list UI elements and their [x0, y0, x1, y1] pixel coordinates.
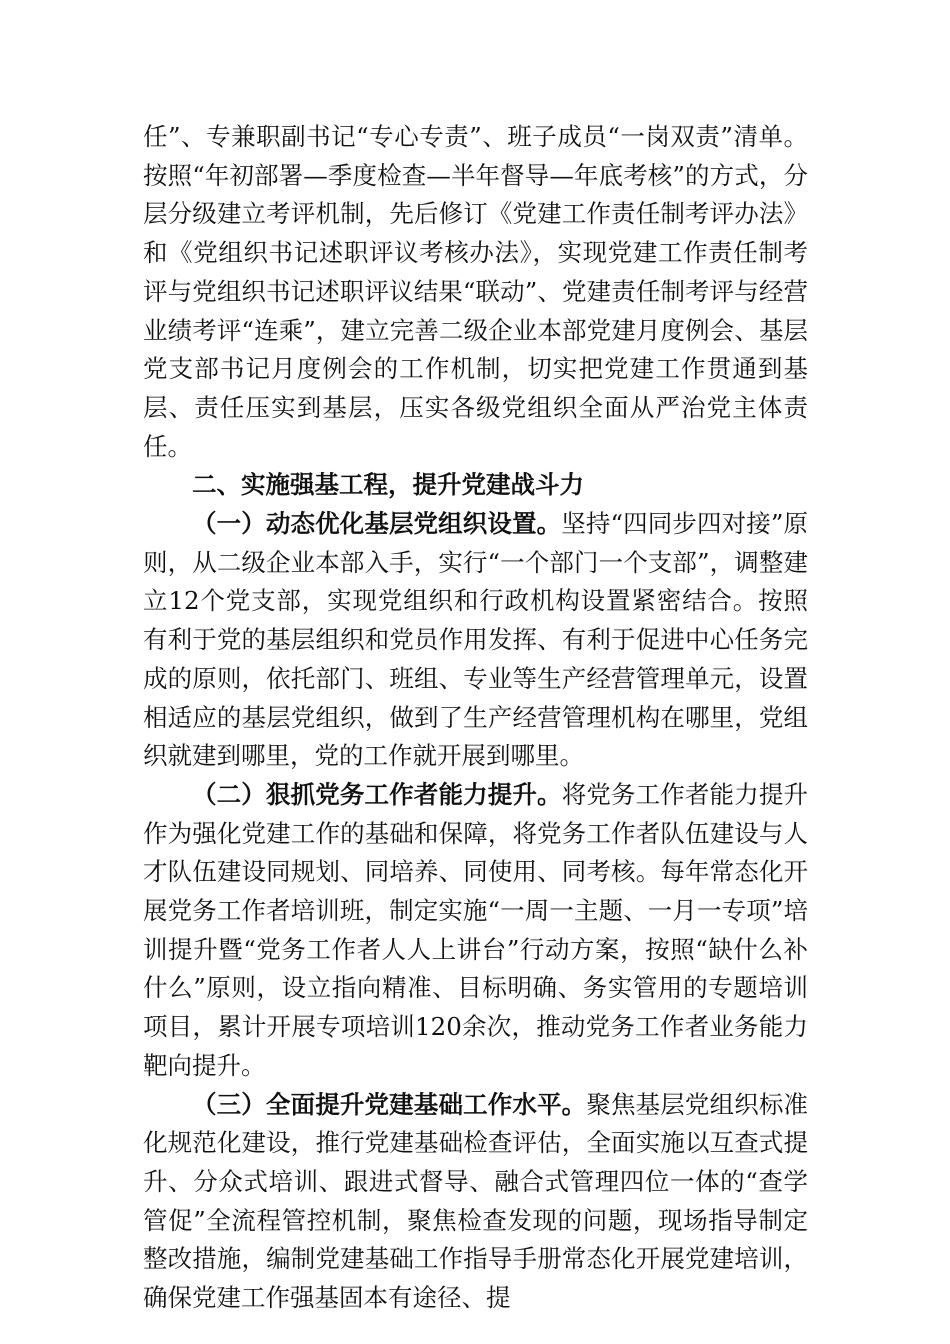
paragraph-org-setup-body: 坚持“四同步四对接”原则，从二级企业本部入手，实行“一个部门一个支部”，调整建立12个党支部，实现党组织和行政机构设置紧密结合。按照有利于党的基层组织和党员作用发挥、有利于促进中心任务完成的原则，依托部门、班组、专业等生产经营管理单元，设置相适应的基层党组织，做到了生产经营管理机构在哪里，党组织就建到哪里，党的工作就开展到哪里。 [143, 509, 808, 771]
paragraph-foundation-work-lead: （三）全面提升党建基础工作水平。 [192, 1089, 587, 1119]
paragraph-staff-capability [143, 776, 808, 1086]
paragraph-foundation-work [143, 1086, 808, 1318]
paragraph-staff-capability-lead: （二）狠抓党务工作者能力提升。 [192, 779, 562, 809]
paragraph-org-setup [143, 505, 808, 776]
paragraph-org-setup-lead: （一）动态优化基层党组织设置。 [192, 509, 562, 539]
paragraph-responsibility: 任”、专兼职副书记“专心专责”、班子成员“一岗双责”清单。按照“年初部署—季度检查—半年督导—年底考核”的方式，分层分级建立考评机制，先后修订《党建工作责任制考评办法》和《党组织书记述职评议考核办法》，实现党建工作责任制考评与党组织书记述职评议结果“联动”、党建责任制考评与经营业绩考评“连乘”，建立完善二级企业本部党建月度例会、基层党支部书记月度例会的工作机制，切实把党建工作贯通到基层、责任压实到基层，压实各级党组织全面从严治党主体责任。 [143, 122, 808, 461]
paragraph-staff-capability-body: 将党务工作者能力提升作为强化党建工作的基础和保障，将党务工作者队伍建设与人才队伍建设同规划、同培养、同使用、同考核。每年常态化开展党务工作者培训班，制定实施“一周一主题、一月一专项”培训提升暨“党务工作者人人上讲台”行动方案，按照“缺什么补什么”原则，设立指向精准、目标明确、务实管用的专题培训项目，累计开展专项培训120余次，推动党务工作者业务能力靶向提升。 [143, 779, 808, 1080]
section-heading-2: 二、实施强基工程，提升党建战斗力 [192, 470, 584, 500]
paragraph-foundation-work-body: 聚焦基层党组织标准化规范化建设，推行党建基础检查评估，全面实施以互查式提升、分众式培训、跟进式督导、融合式管理四位一体的“查学管促”全流程管控机制，聚焦检查发现的问题，现场指导制定整改措施，编制党建基础工作指导手册常态化开展党建培训，确保党建工作强基固本有途径、提 [143, 1089, 809, 1313]
document-body [143, 118, 808, 1318]
